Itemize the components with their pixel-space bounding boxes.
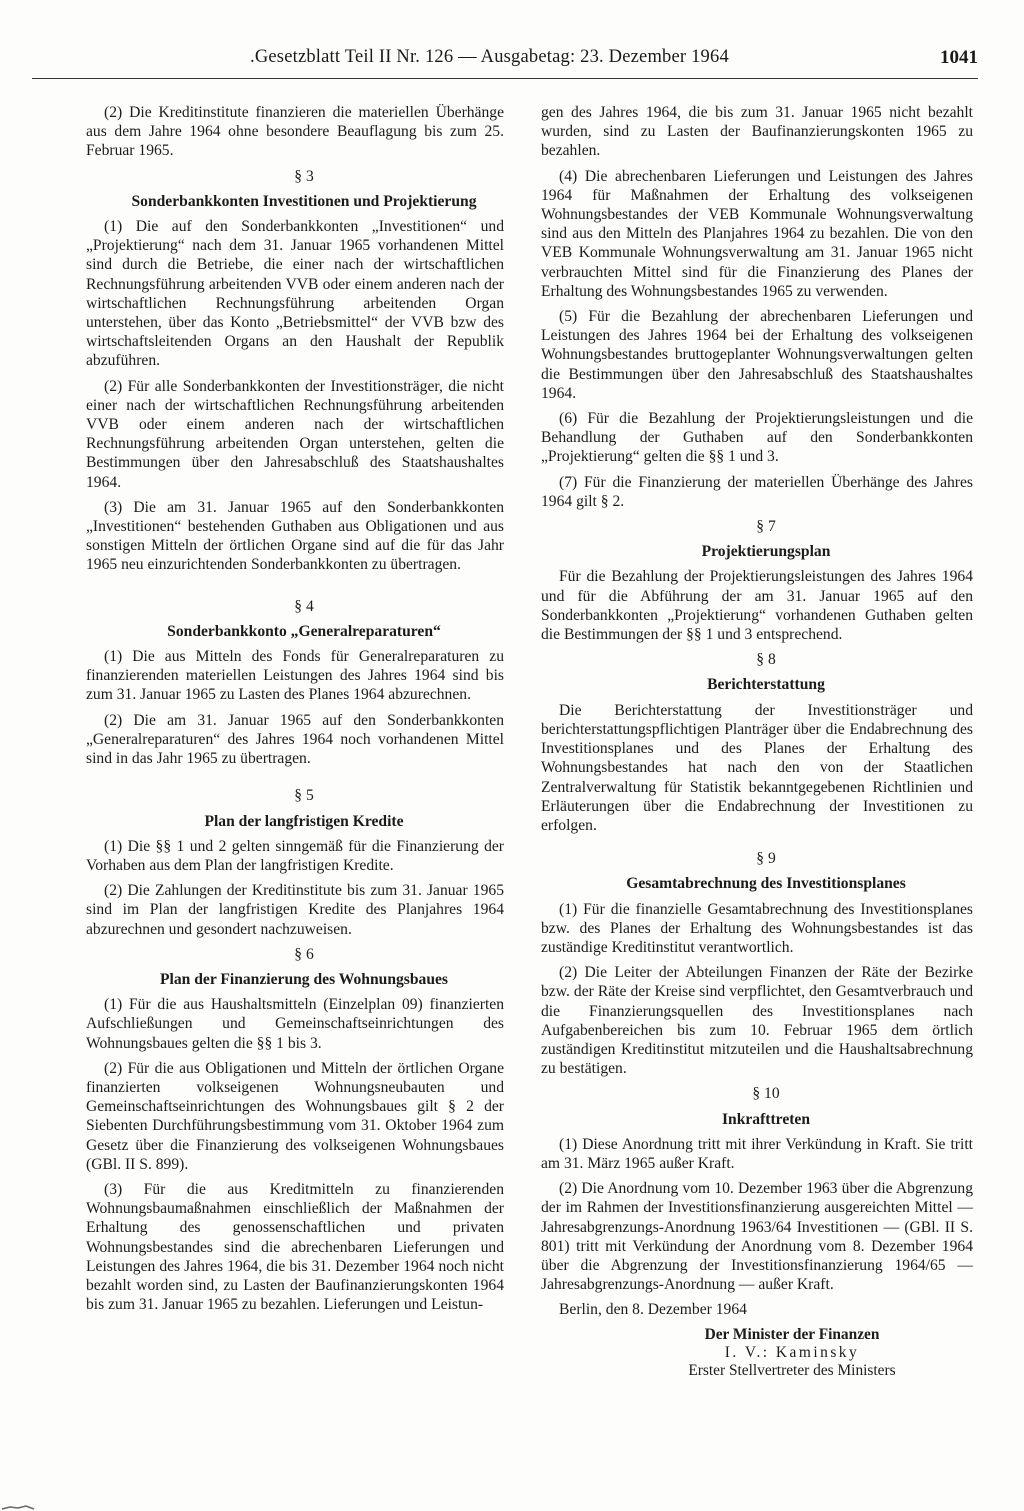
section-title: Projektierungsplan	[701, 543, 831, 561]
paragraph: gen des Jahres 1964, die bis zum 31. Januar 1965 nicht bezahlt wurden, sind zu Lasten der Baufinanzierungskonten 1965 zu bezahlen.	[541, 104, 973, 160]
paragraph: (2) Die Zahlungen der Kreditinstitute bis zum 31. Januar 1965 sind im Plan der langfristigen Kredite des Planjahres 1964 abzurechnen und gesondert nachzuweisen.	[86, 882, 504, 938]
section-number: § 9	[756, 850, 776, 868]
right-column	[541, 103, 973, 1380]
section-number: § 8	[756, 651, 776, 669]
section-title: Inkrafttreten	[721, 1110, 811, 1128]
section-number: § 4	[294, 597, 314, 615]
paragraph: (1) Für die aus Haushaltsmitteln (Einzelplan 09) finanzierten Aufschließungen und Gemeinschaftseinrichtungen des Wohnungsbaues gelten die §§ 1 bis 3.	[86, 996, 504, 1052]
paragraph: (1) Die aus Mitteln des Fonds für Generalreparaturen zu finanzierenden materiellen Leistungen des Jahres 1964 sind bis zum 31. Januar 1965 zu Lasten des Planes 1964 abzurechnen.	[86, 648, 504, 704]
paragraph: (6) Für die Bezahlung der Projektierungsleistungen und die Behandlung der Guthaben auf den Sonderbankkonten „Projektierung“ gelten die §§ 1 und 3.	[541, 410, 973, 466]
paragraph: (2) Für die aus Obligationen und Mitteln der örtlichen Organe finanzierten volkseigenen Wohnungsneubauten und Gemeinschaftseinrichtungen des Wohnungsbaues gilt § 2 der Siebenten Durchführungsbestimmung vom 31. Oktober 1964 zum Gesetz über die Finanzierung des volkseigenen Wohnungsbaues (GBl. II S. 899).	[86, 1059, 504, 1173]
date-line: Berlin, den 8. Dezember 1964	[559, 1301, 747, 1319]
signature-block	[611, 1326, 973, 1380]
paragraph: (1) Die §§ 1 und 2 gelten sinngemäß für die Finanzierung der Vorhaben aus dem Plan der langfristigen Kredite.	[86, 837, 504, 874]
section-title: Sonderbankkonten Investitionen und Projektierung	[131, 192, 477, 210]
paragraph: (2) Die Anordnung vom 10. Dezember 1963 über die Abgrenzung der im Rahmen der Investitionsfinanzierung ausgereichten Mittel — Jahresabgrenzungs-Anordnung 1963/64 Investitionen — (GBl. II S. 801) tritt mit Verkündung der Anordnung vom 8. Dezember 1964 über die Abgrenzung der Investitionsfinanzierung 1964/65 — Jahresabgrenzungs-Anordnung — außer Kraft.	[541, 1180, 973, 1294]
paragraph: Für die Bezahlung der Projektierungsleistungen des Jahres 1964 und für die Abführung der am 31. Januar 1965 auf den Sonderbankkonten „Projektierung“ vorhandenen Guthaben gelten die Bestimmungen der §§ 1 und 3 entsprechend.	[541, 568, 973, 644]
left-column	[86, 103, 504, 1320]
section-number: § 3	[294, 167, 314, 185]
section-title: Plan der langfristigen Kredite	[204, 812, 404, 830]
section-title: Berichterstattung	[707, 676, 825, 694]
paragraph: (4) Die abrechenbaren Lieferungen und Leistungen des Jahres 1964 für Maßnahmen der Erhaltung des volkseigenen Wohnungsbestandes der VEB Kommunale Wohnungsverwaltung sind aus den Mitteln des Planjahres 1964 zu bezahlen. Die von den VEB Kommunale Wohnungsverwaltung am 31. Januar 1965 nicht verbrauchten Mittel sind für die Finanzierung des Planes der Erhaltung des Wohnungsbestandes 1965 zu verwenden.	[541, 167, 973, 300]
paragraph: (7) Für die Finanzierung der materiellen Überhänge des Jahres 1964 gilt § 2.	[541, 473, 973, 510]
signature-role: Erster Stellvertreter des Ministers	[688, 1361, 896, 1379]
section-number: § 6	[294, 945, 314, 963]
section-number: § 10	[752, 1085, 780, 1103]
paragraph: (2) Die Leiter der Abteilungen Finanzen der Räte der Bezirke bzw. der Räte der Kreise sind verpflichtet, den Gesamtverbrauch und die Finanzierungsquellen des Investitionsplanes nach Aufgabenbereichen bis zum 10. Februar 1965 dem örtlich zuständigen Kreditinstitut mitzuteilen und die Haushaltsabrechnung zu bestätigen.	[541, 964, 973, 1078]
header-title: .Gesetzblatt Teil II Nr. 126 — Ausgabetag: 23. Dezember 1964	[250, 47, 729, 67]
section-number: § 7	[756, 518, 776, 536]
paragraph: (2) Für alle Sonderbankkonten der Investitionsträger, die nicht einer nach der wirtschaftlichen Rechnungsführung arbeitenden VVB oder einem anderen nach der wirtschaftlichen Rechnungsführung arbeitenden Organ unterstehen, gelten die Bestimmungen über den Jahresabschluß des Staatshaushaltes 1964.	[86, 377, 504, 491]
paragraph: (2) Die Kreditinstitute finanzieren die materiellen Überhänge aus dem Jahre 1964 ohne besondere Beauflagung bis zum 25. Februar 1965.	[86, 104, 504, 160]
section-title: Plan der Finanzierung des Wohnungsbaues	[160, 970, 448, 988]
paragraph: (1) Die auf den Sonderbankkonten „Investitionen“ und „Projektierung“ nach dem 31. Januar 1965 vorhandenen Mittel sind durch die Betriebe, die einer nach der wirtschaftlichen Rechnungsführung arbeitenden VVB oder einem anderen nach der wirtschaftlichen Rechnungsführung arbeitenden Organ unterstehen, über das Konto „Betriebsmittel“ der VVB bzw des wirtschaftsleitenden Organs an den Haushalt der Republik abzuführen.	[86, 218, 504, 370]
section-title: Gesamtabrechnung des Investitionsplanes	[626, 875, 906, 893]
paragraph: (1) Für die finanzielle Gesamtabrechnung des Investitionsplanes bzw. des Planes der Erhaltung des Wohnungsbestandes ist das zuständige Kreditinstitut verantwortlich.	[541, 900, 973, 956]
paragraph: (2) Die am 31. Januar 1965 auf den Sonderbankkonten „Generalreparaturen“ des Jahres 1964 noch vorhandenen Mittel sind in das Jahr 1965 zu übertragen.	[86, 711, 504, 768]
signature-minister: Der Minister der Finanzen	[704, 1325, 880, 1343]
paragraph: Die Berichterstattung der Investitionsträger und berichterstattungspflichtigen Planträger über die Endabrechnung des Investitionsplanes und des Planes der Erhaltung des Wohnungsbestandes hat nach den von der Staatlichen Zentralverwaltung für Statistik bekanntgegebenen Richtlinien und Erläuterungen über die Endabrechnung der Investitionen zu erfolgen.	[541, 701, 973, 834]
header-rule	[32, 78, 978, 79]
paragraph: (3) Die am 31. Januar 1965 auf den Sonderbankkonten „Investitionen“ bestehenden Guthaben aus Obligationen und aus sonstigen Mitteln der örtlichen Organe sind auf die für das Jahr 1965 neu einzurichtenden Sonderbankkonten zu übertragen.	[86, 498, 504, 574]
page-header	[30, 47, 978, 77]
paragraph: (5) Für die Bezahlung der abrechenbaren Lieferungen und Leistungen des Jahres 1964 bei der Erhaltung des volkseigenen Wohnungsbestandes bruttogeplanter Wohnungsverwaltungen gelten die Bestimmungen über den Jahresabschluß des Staatshaushaltes 1964.	[541, 308, 973, 402]
page-number: 1041	[940, 47, 978, 68]
scan-ink-speck	[0, 1499, 40, 1511]
paragraph: (1) Diese Anordnung tritt mit ihrer Verkündung in Kraft. Sie tritt am 31. März 1965 außer Kraft.	[541, 1135, 973, 1172]
section-number: § 5	[294, 787, 314, 805]
signature-name: I. V.: Kaminsky	[724, 1343, 860, 1361]
paragraph: (3) Für die aus Kreditmitteln zu finanzierenden Wohnungsbaumaßnahmen einschließlich der Maßnahmen der Erhaltung des genossenschaftlichen und privaten Wohnungsbestandes sind die abrechenbaren Lieferungen und Leistungen des Jahres 1964, die bis 31. Dezember 1964 noch nicht bezahlt worden sind, zu Lasten der Baufinanzierungskonten 1964 bis zum 31. Januar 1965 zu bezahlen. Lieferungen und Leistun-	[86, 1180, 504, 1314]
section-title: Sonderbankkonto „Generalreparaturen“	[167, 622, 441, 640]
